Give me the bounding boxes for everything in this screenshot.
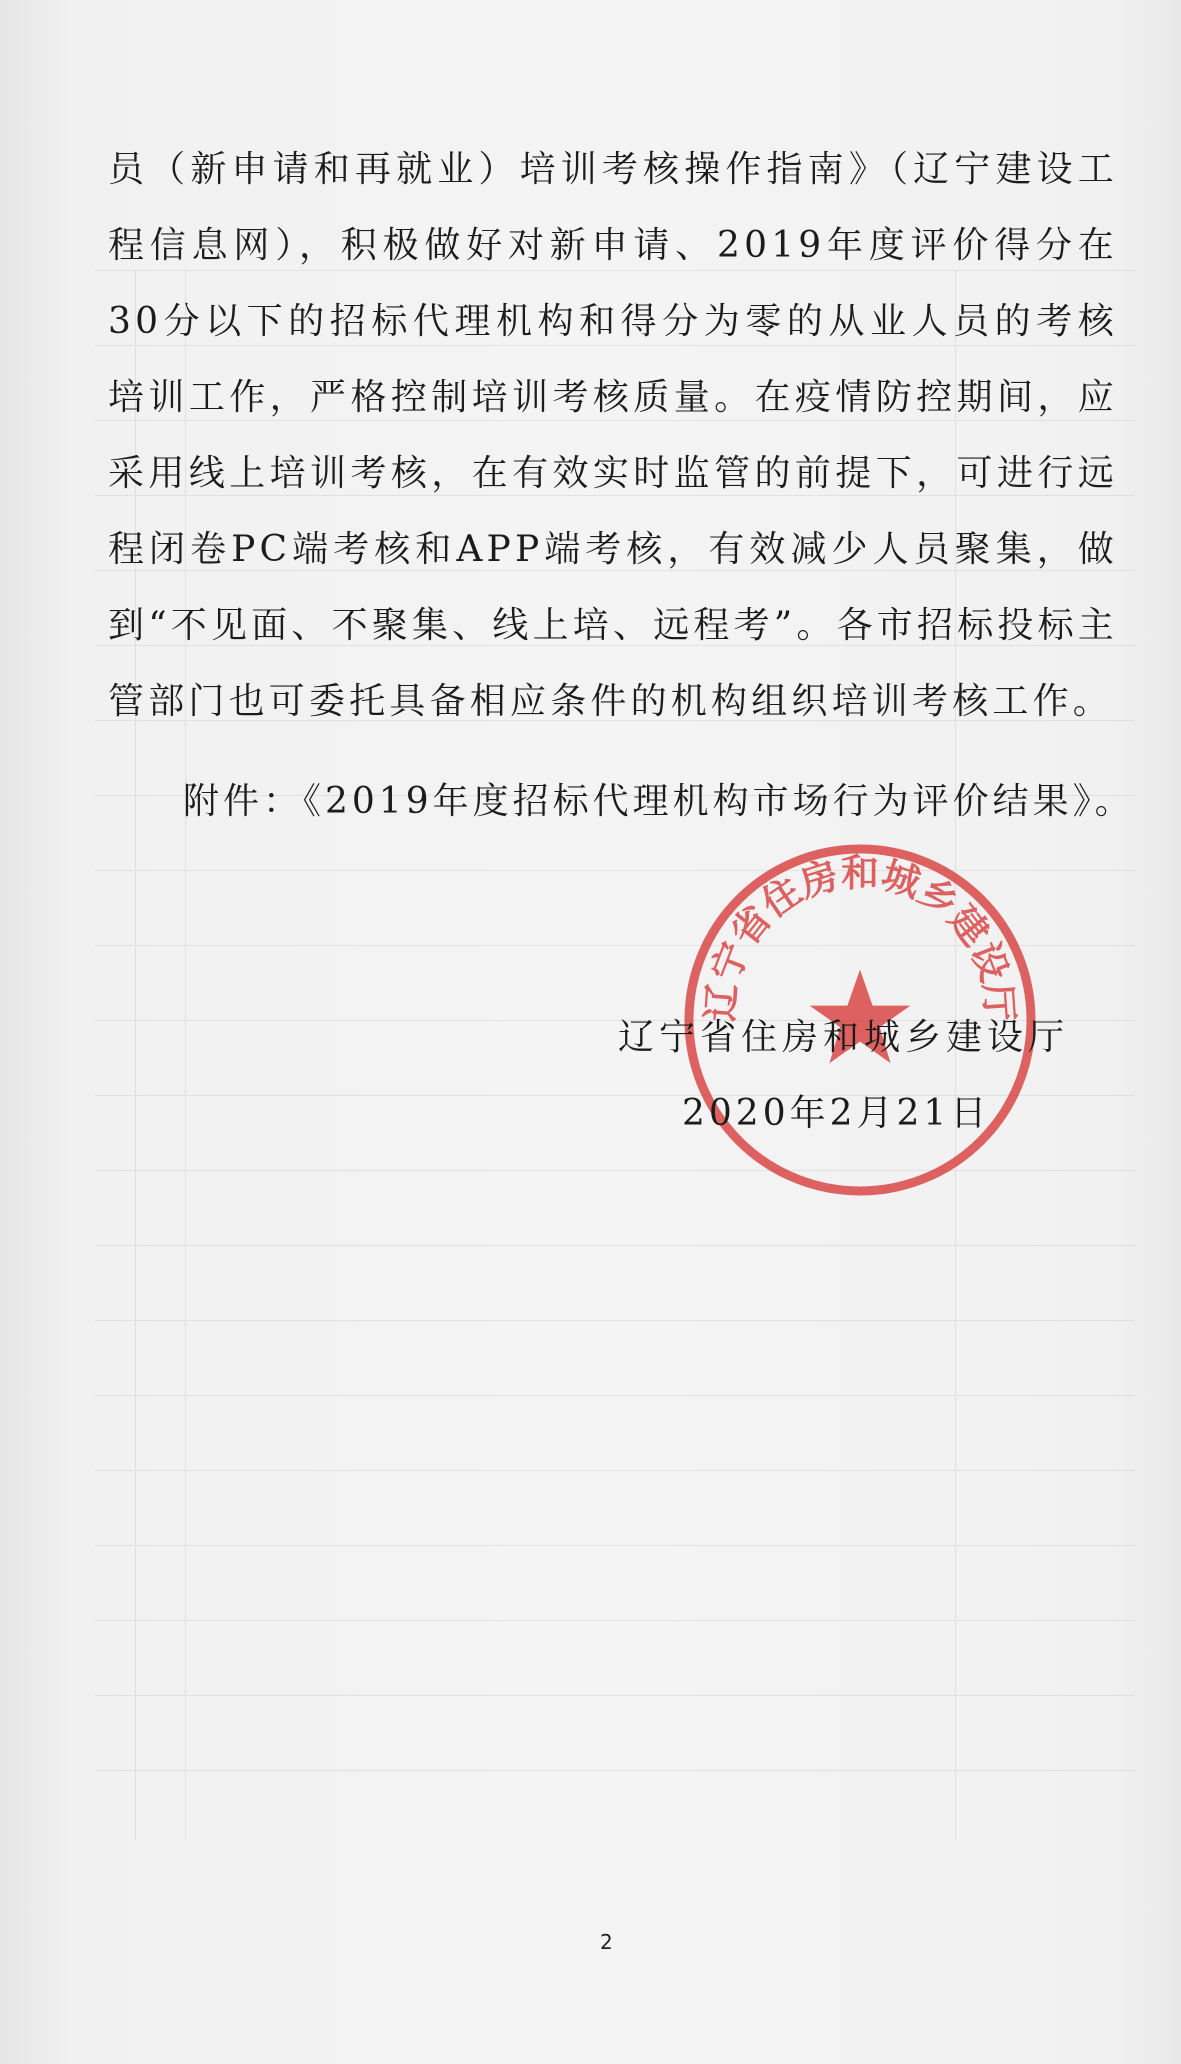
page-number: 2 bbox=[600, 1930, 613, 1954]
issuer-signature: 辽宁省住房和城乡建设厅 bbox=[618, 1017, 1070, 1058]
attachment-line: 附件：《2019年度招标代理机构市场行为评价结果》。 bbox=[183, 781, 1135, 822]
seal-ring-text: 辽宁省住房和城乡建设厅 bbox=[698, 850, 1022, 1023]
issue-date: 2020年2月21日 bbox=[682, 1093, 991, 1134]
body-paragraph: 员（新申请和再就业）培训考核操作指南》（辽宁建设工程信息网），积极做好对新申请、2019年度评价得分在30分以下的招标代理机构和得分为零的从业人员的考核培训工作，严格控制培训考核质量。在疫情防控期间，应采用线上培训考核，在有效实时监管的前提下，可进行远程闭卷PC端考核和APP端考核，有效减少人员聚集，做到“不见面、不聚集、线上培、远程考”。各市招标投标主管部门也可委托具备相应条件的机构组织培训考核工作。 bbox=[108, 149, 1119, 722]
